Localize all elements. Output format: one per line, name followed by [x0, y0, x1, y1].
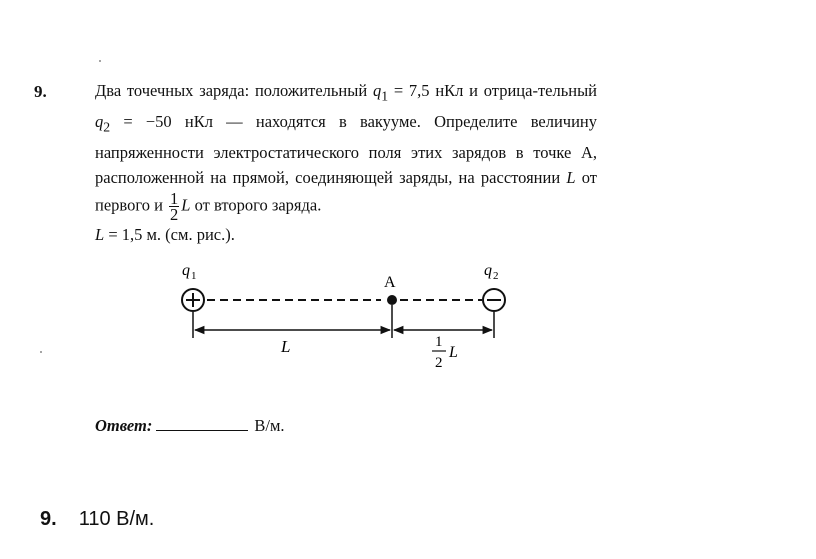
- point-a-label: A: [384, 274, 396, 291]
- q1-symbol: q: [372, 81, 382, 100]
- answer-unit: В/м.: [254, 416, 285, 435]
- dimension-label-l: L: [281, 337, 291, 356]
- answer-line: [95, 416, 285, 436]
- answer-blank[interactable]: [156, 416, 248, 431]
- point-a-marker: [387, 295, 397, 305]
- problem-given-value: = 1,5 м. (см. рис.).: [104, 224, 235, 244]
- problem-number: 9.: [34, 82, 47, 101]
- q2-subscript: 2: [103, 119, 111, 135]
- answer-label: Ответ:: [95, 416, 153, 435]
- distance-symbol: L: [566, 168, 576, 188]
- negative-charge-icon: [483, 289, 505, 311]
- q2-symbol: q: [95, 111, 104, 131]
- problem-text-part: от второго заряда.: [190, 194, 322, 214]
- half-numerator: 1: [435, 334, 443, 350]
- distance-symbol: L: [181, 194, 191, 214]
- solution-value: 110 В/м.: [78, 508, 155, 530]
- problem-text-part: = −50 нКл — находятся в вакууме. Определите величину напряженности электростатического поля этих зарядов в точке А, расположенной на прямой, соединяющей заряды, на расстоянии: [95, 111, 597, 188]
- distance-symbol: L: [95, 224, 105, 244]
- positive-charge-icon: [182, 289, 204, 311]
- problem-text-part: Два точечных заряда: положительный: [95, 81, 373, 100]
- half-denominator: 2: [435, 355, 443, 371]
- fraction-numerator: 1: [170, 188, 179, 208]
- half-l-symbol: L: [449, 344, 458, 361]
- problem-text-part: = 7,5 нКл и отрица-тельный: [388, 81, 597, 100]
- problem-text-part: от первого и: [95, 168, 597, 214]
- q1-label: q: [182, 262, 190, 279]
- q1-subscript: 1: [381, 88, 389, 104]
- q1-label-subscript: 1: [191, 270, 197, 282]
- q2-label: q: [484, 262, 492, 279]
- solution-line: [40, 508, 154, 531]
- fraction-denominator: 2: [170, 204, 179, 224]
- dimension-label-half-l: [432, 334, 458, 371]
- solution-number: 9.: [40, 508, 57, 530]
- q2-label-subscript: 2: [493, 270, 499, 282]
